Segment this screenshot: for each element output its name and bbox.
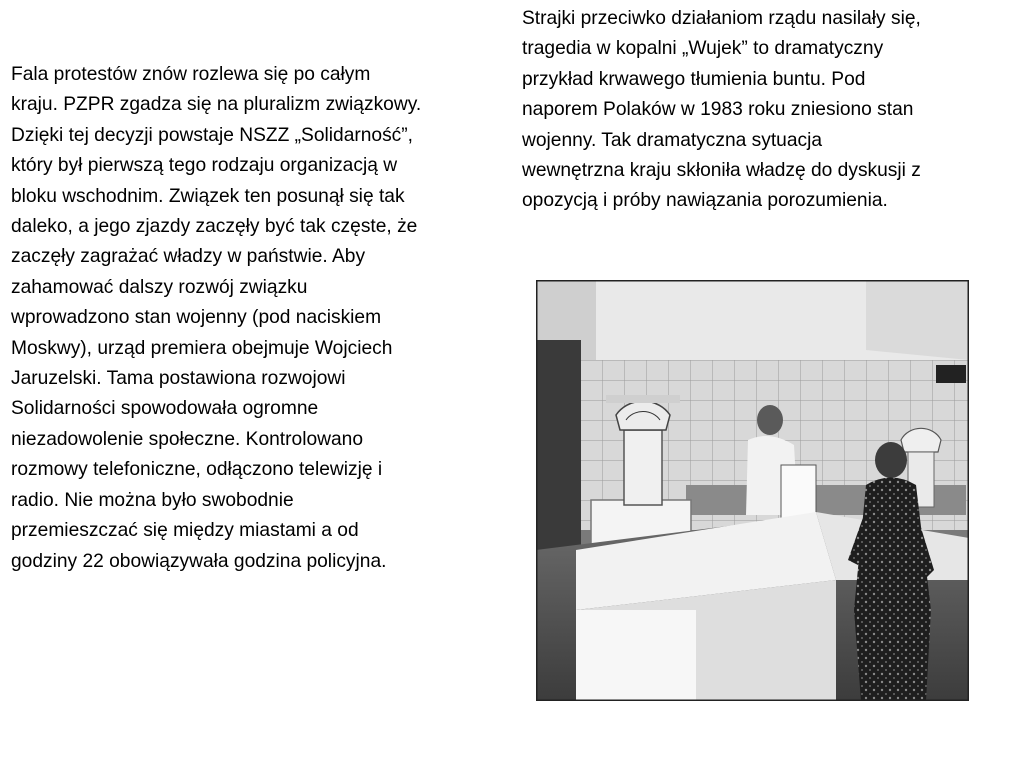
- left-paragraph: Fala protestów znów rozlewa się po całym kraju. PZPR zgadza się na pluralizm związkowy. Dzięki tej decyzji powstaje NSZZ „Solidarność”, który był pierwszą tego rodzaju organizacją w bloku wschodnim. Związek ten posunął się tak daleko, a jego zjazdy zaczęły być tak częste, że zaczęły zagrażać władzy w państwie. Aby zahamować dalszy rozwój związku wprowadzono stan wojenny (pod naciskiem Moskwy), urząd premiera obejmuje Wojciech Jaruzelski. Tama postawiona rozwojowi Solidarności spowodowała ogromne niezadowolenie społeczne. Kontrolowano rozmowy telefoniczne, odłączono telewizję i radio. Nie można było swobodnie przemieszczać się między miastami a od godziny 22 obowiązywała godzina policyjna.: [11, 64, 422, 572]
- shop-counter-photo: [536, 280, 969, 701]
- right-paragraph: Strajki przeciwko działaniom rządu nasilały się, tragedia w kopalni „Wujek” to dramatyczny przykład krwawego tłumienia buntu. Pod naporem Polaków w 1983 roku zniesiono stan wojenny. Tak dramatyczna sytuacja wewnętrzna kraju skłoniła władzę do dyskusji z opozycją i próby nawiązania porozumienia.: [522, 8, 921, 212]
